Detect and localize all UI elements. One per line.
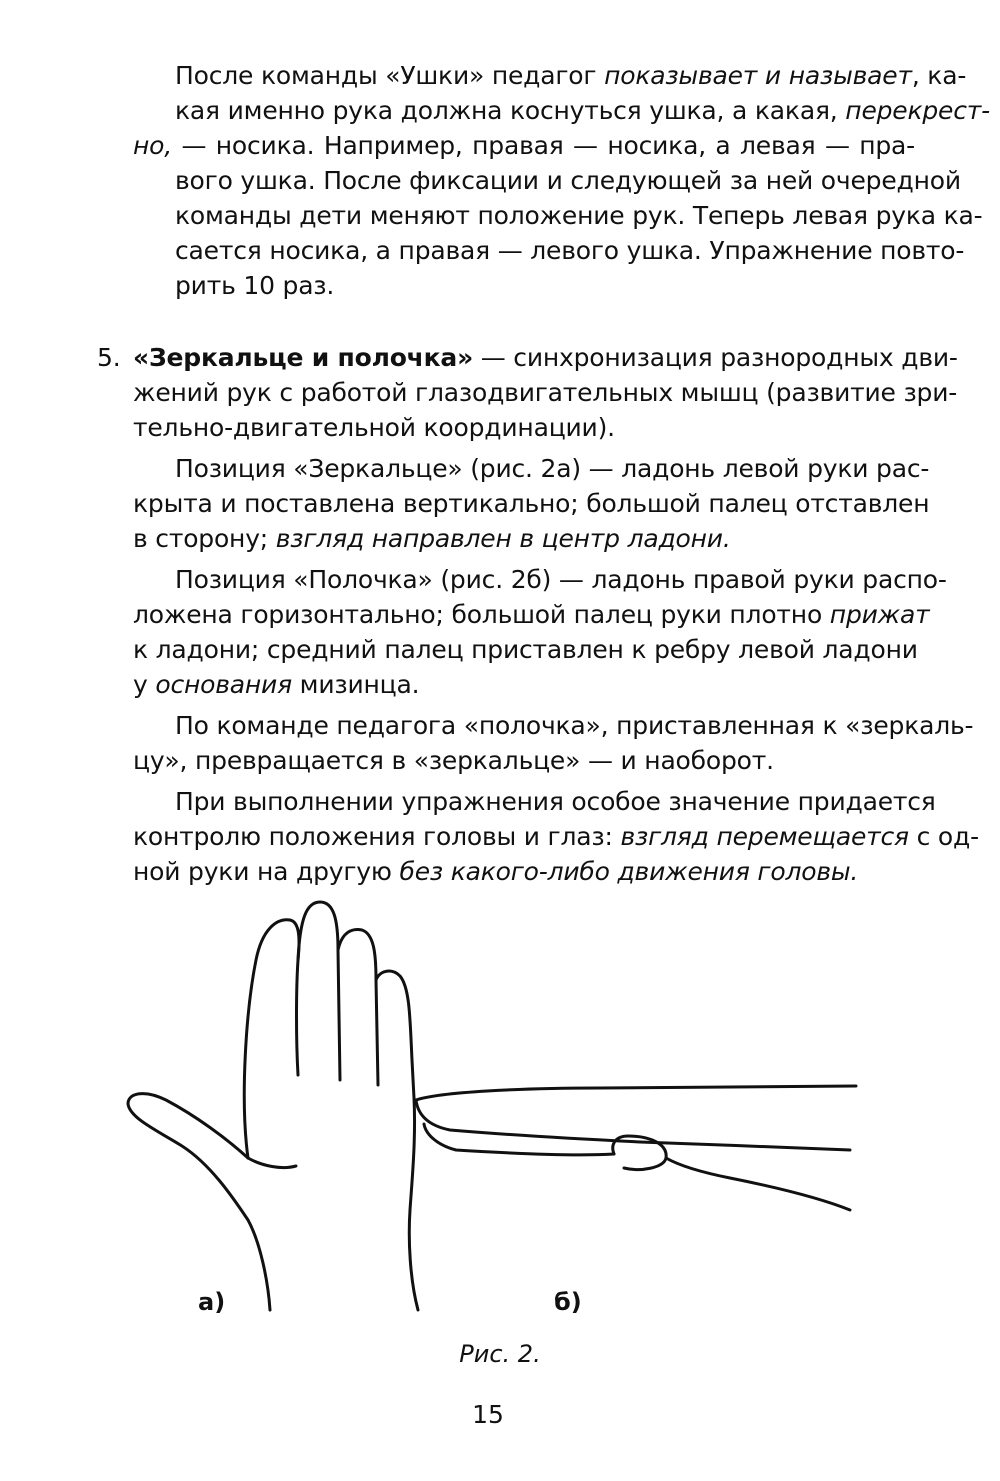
figure-label-b: б) bbox=[554, 1288, 582, 1316]
figure-label-a: а) bbox=[198, 1288, 226, 1316]
exercise-title: «Зеркальце и полочка» bbox=[133, 343, 474, 372]
list-number: 5. bbox=[97, 343, 121, 372]
hands-mirror-shelf-illustration bbox=[0, 880, 1000, 1320]
paragraph-ears: После команды «Ушки» педагог показывает и называет, ка- кая именно рука должна коснуться ушка, а какая, перекрест- но, — носика. Например, правая — носика, а левая — пра- вого ушка. После фиксации и следующей за ней очередной команды дети меняют положение рук. Теперь левая рука ка- сается носика, а правая — левого ушка. Упражнение повто- рить 10 раз. bbox=[133, 61, 990, 300]
list-item-5: 5. «Зеркальце и полочка» — синхронизация разнородных дви- жений рук с работой глазодвигательных мышц (развитие зри- тельно-двигательной координации). Позиция «Зеркальце» (рис. 2а) — ладонь левой руки рас- крыта и поставлена вертикально; большой палец отставлен в сторону; взгляд направлен в центр ладони. Позиция «Полочка» (рис. 2б) — ладонь правой руки распо- ложена горизонтально; большой палец руки плотно прижат к ладони; средний палец приставлен к ребру левой ладони у основания мизинца. По команде педагога «полочка», приставленная к «зеркаль- цу», превращается в «зеркальце» — и наоборот. При выполнении упражнения особое значение придается контролю положения головы и глаз: взгляд перемещается с од- ной руки на другую без какого-либо движения головы. bbox=[133, 340, 915, 889]
paragraph-command: По команде педагога «полочка», приставленная к «зеркаль- цу», превращается в «зеркальце» — и наоборот. bbox=[133, 711, 974, 775]
paragraph-shelf: Позиция «Полочка» (рис. 2б) — ладонь правой руки распо- ложена горизонтально; большой палец руки плотно прижат к ладони; средний палец приставлен к ребру левой ладони у основания мизинца. bbox=[133, 565, 947, 699]
figure-caption: Рис. 2. bbox=[459, 1340, 541, 1368]
page-number: 15 bbox=[472, 1400, 504, 1429]
paragraph-mirror: Позиция «Зеркальце» (рис. 2а) — ладонь левой руки рас- крыта и поставлена вертикально; большой палец отставлен в сторону; взгляд направлен в центр ладони. bbox=[133, 454, 930, 553]
paragraph-control: При выполнении упражнения особое значение придается контролю положения головы и глаз: взгляд перемещается с од- ной руки на другую без какого-либо движения головы. bbox=[133, 787, 979, 886]
